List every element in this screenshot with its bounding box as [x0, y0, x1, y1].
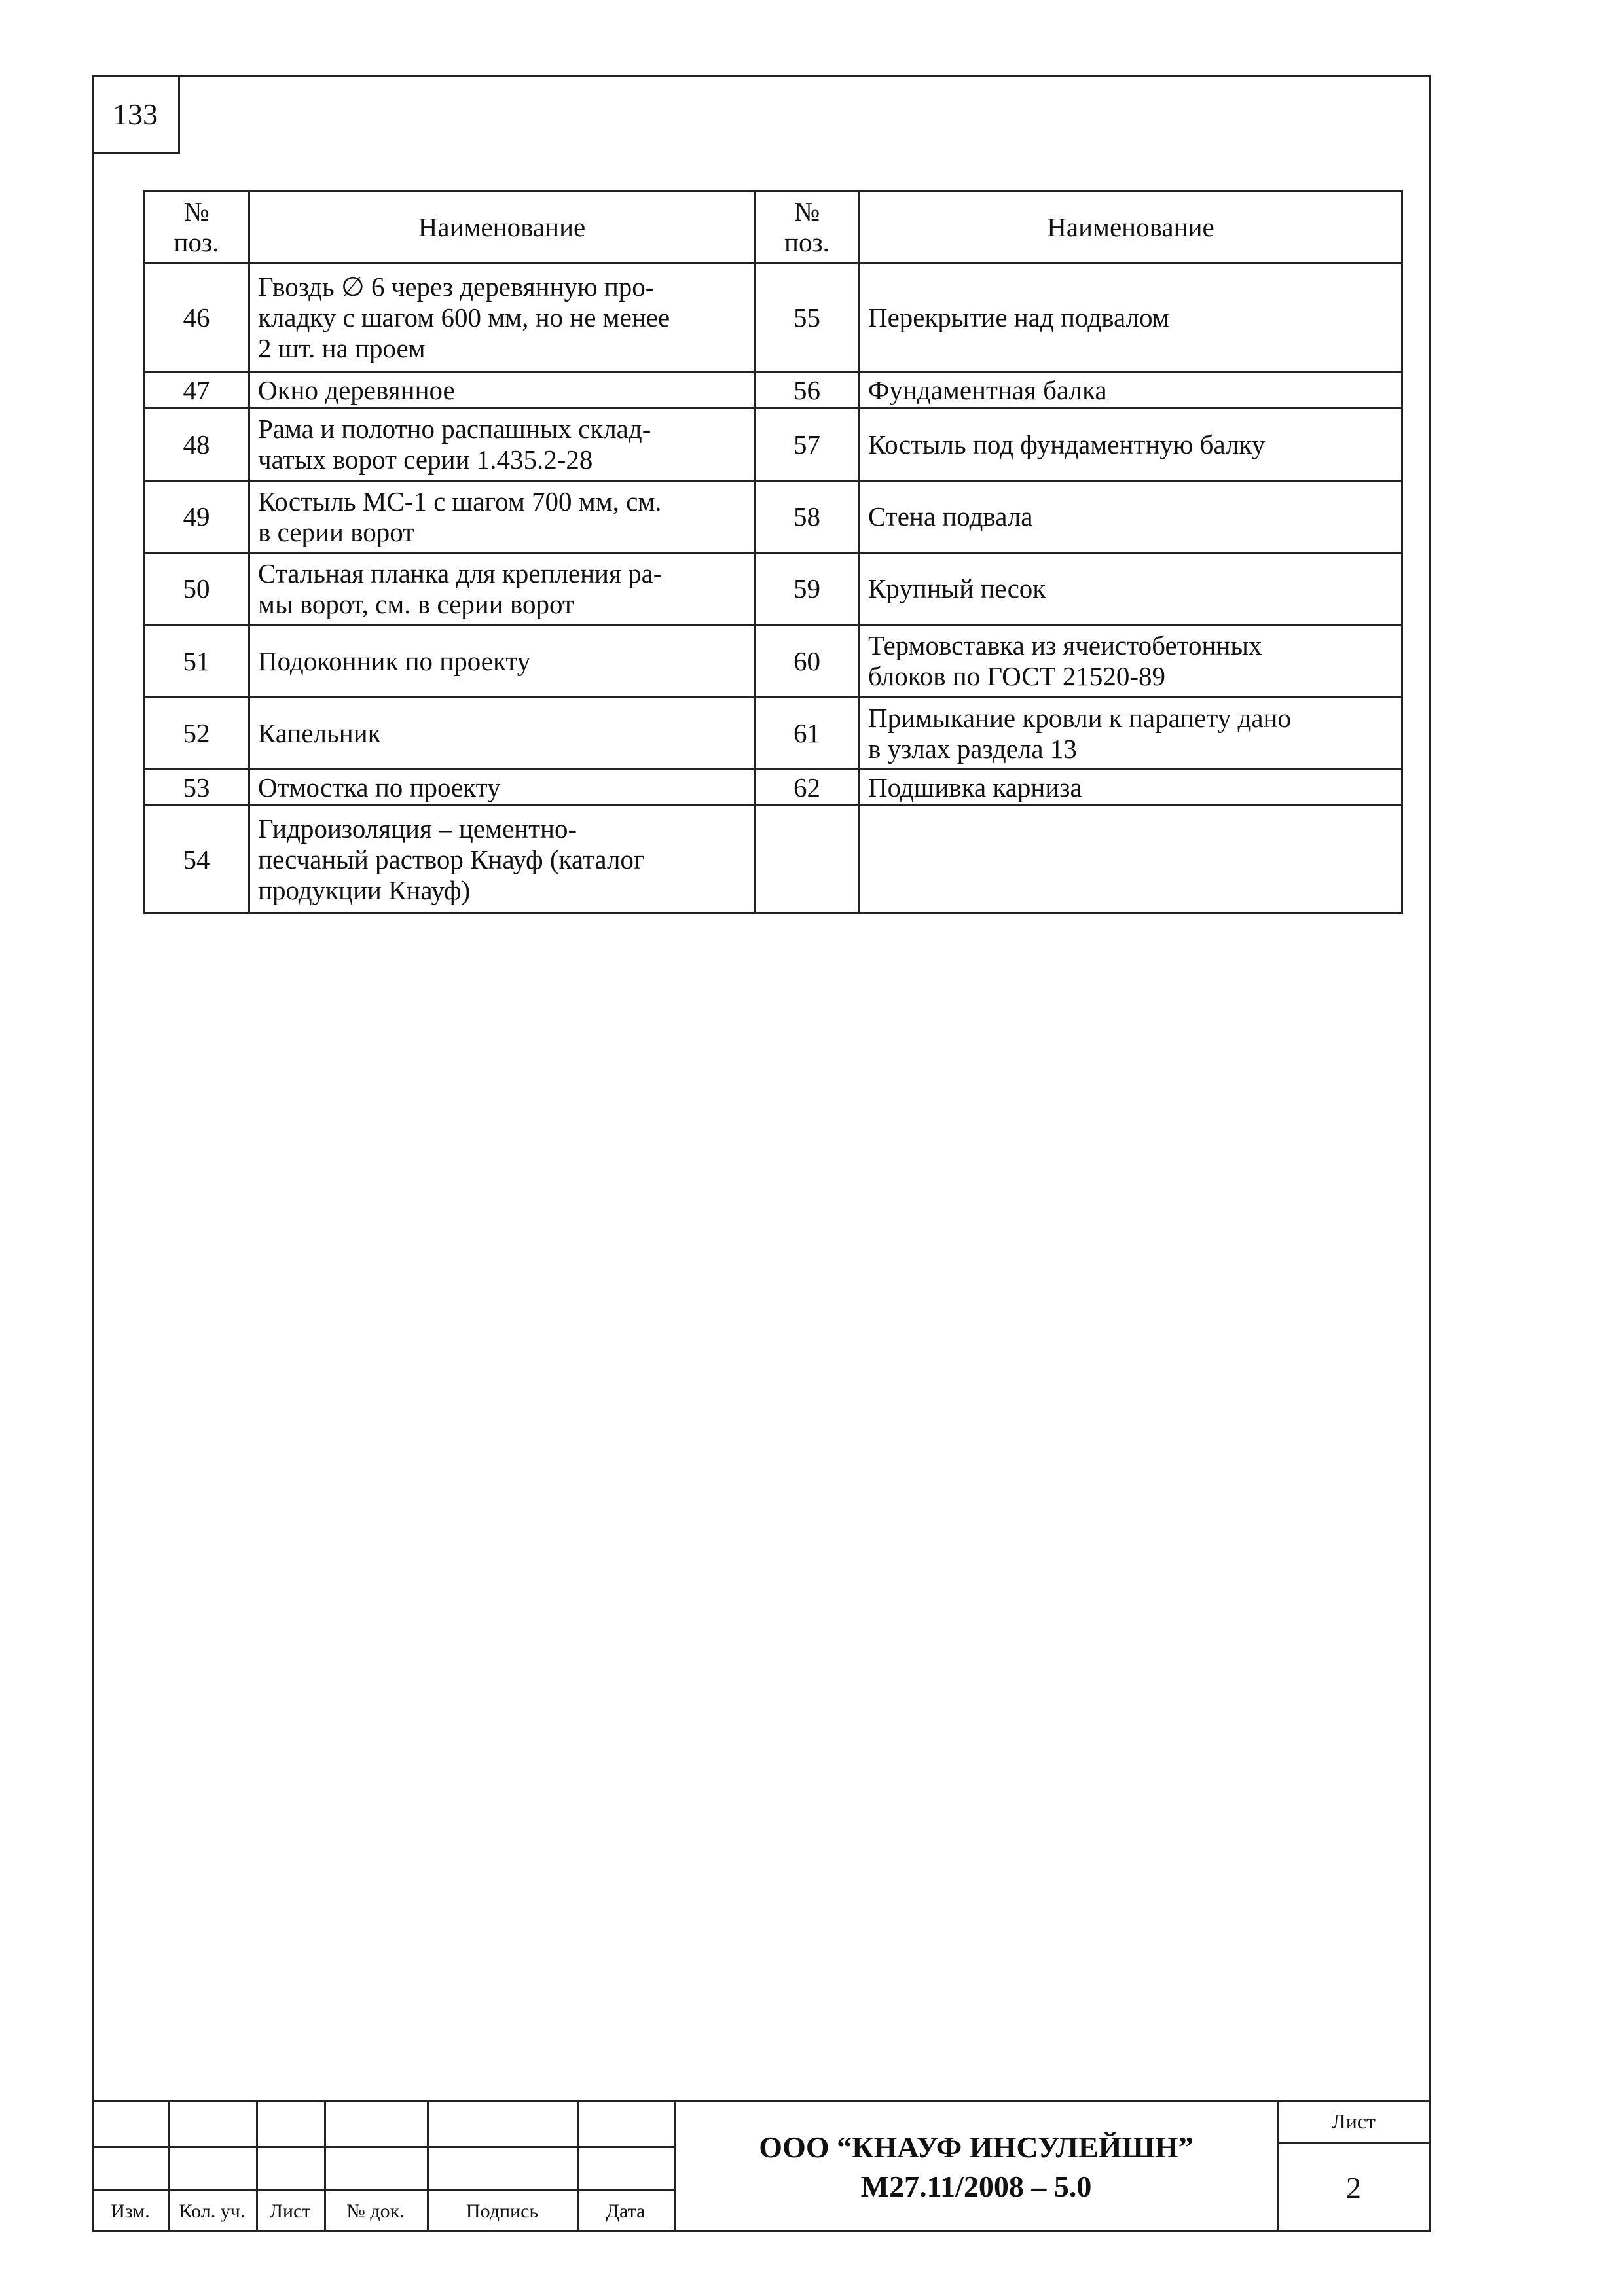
header-pos-abbr: поз.: [173, 227, 219, 257]
position-number-left: 50: [144, 553, 249, 625]
text-line: Костыль под фундаментную балку: [868, 429, 1266, 459]
position-number-right: 59: [755, 553, 860, 625]
col-label-izm: Изм.: [111, 2200, 150, 2222]
position-number-left: 54: [144, 806, 249, 914]
col-label-kol-uch: Кол. уч.: [179, 2200, 246, 2222]
item-name-left: [249, 553, 755, 625]
table-row: [144, 553, 1402, 625]
position-number-right: 55: [755, 264, 860, 372]
item-name-right: [860, 625, 1402, 698]
item-name-left: [249, 625, 755, 698]
col-label-signature: Подпись: [465, 2200, 539, 2222]
sheet-number: 2: [1346, 2171, 1361, 2204]
position-number-left: 53: [144, 770, 249, 806]
text-line: Фундаментная балка: [868, 374, 1107, 405]
revision-grid: [92, 2102, 674, 2232]
text-line: Гидроизоляция – цементно-: [258, 813, 577, 844]
text-line: Капельник: [258, 718, 381, 748]
table-row: [144, 625, 1402, 698]
table-row: [144, 481, 1402, 553]
item-name-right: [860, 481, 1402, 553]
table-row: [144, 408, 1402, 481]
text-line: кладку с шагом 600 мм, но не менее: [258, 302, 670, 332]
text-line: продукции Кнауф): [258, 874, 471, 905]
sheet-box: [1279, 2102, 1429, 2232]
text-line: песчаный раствор Кнауф (каталог: [258, 844, 645, 874]
text-line: Костыль МС-1 с шагом 700 мм, см.: [258, 486, 662, 516]
text-line: Окно деревянное: [258, 374, 455, 405]
table-row: [144, 806, 1402, 914]
text-line: блоков по ГОСТ 21520-89: [868, 661, 1166, 691]
item-name-right: [860, 372, 1402, 408]
sheet-label: Лист: [1279, 2102, 1429, 2144]
col-label-date: Дата: [606, 2200, 646, 2222]
item-name-left: [249, 770, 755, 806]
item-name-right: [860, 806, 1402, 914]
company-block: [674, 2102, 1279, 2232]
header-num-left: [144, 191, 249, 264]
header-name-right: Наименование: [860, 191, 1402, 264]
header-num-sign: №: [183, 196, 210, 226]
text-line: в узлах раздела 13: [868, 733, 1077, 764]
position-number-right: 58: [755, 481, 860, 553]
item-name-left: [249, 408, 755, 481]
header-pos-abbr: поз.: [784, 227, 830, 257]
position-number-right: 57: [755, 408, 860, 481]
position-number-right: [755, 806, 860, 914]
table-row: [144, 264, 1402, 372]
text-line: 2 шт. на проем: [258, 333, 426, 363]
text-line: Стальная планка для крепления ра-: [258, 558, 663, 588]
title-block: [92, 2100, 1431, 2232]
item-name-left: [249, 481, 755, 553]
table-row: [144, 698, 1402, 770]
position-number-left: 52: [144, 698, 249, 770]
position-number-right: 62: [755, 770, 860, 806]
header-name-left: Наименование: [249, 191, 755, 264]
position-number-right: 60: [755, 625, 860, 698]
page-number: 133: [92, 75, 180, 154]
col-label-list: Лист: [269, 2200, 311, 2222]
text-line: Термовставка из ячеистобетонных: [868, 630, 1262, 660]
text-line: Примыкание кровли к парапету дано: [868, 702, 1291, 733]
item-name-right: [860, 553, 1402, 625]
item-name-left: [249, 698, 755, 770]
header-num-right: [755, 191, 860, 264]
text-line: Гвоздь ∅ 6 через деревянную про-: [258, 272, 655, 302]
item-name-right: [860, 408, 1402, 481]
table-header-row: [144, 191, 1402, 264]
col-label-doc-num: № док.: [346, 2200, 405, 2222]
position-number-left: 46: [144, 264, 249, 372]
item-name-left: [249, 806, 755, 914]
text-line: Крупный песок: [868, 573, 1046, 603]
table-row: [144, 770, 1402, 806]
text-line: в серии ворот: [258, 516, 415, 547]
text-line: мы ворот, см. в серии ворот: [258, 588, 574, 619]
item-name-right: [860, 770, 1402, 806]
text-line: Стена подвала: [868, 501, 1033, 531]
text-line: Отмостка по проекту: [258, 772, 501, 802]
table-body: [144, 264, 1402, 914]
specification-table: [143, 190, 1403, 914]
position-number-left: 49: [144, 481, 249, 553]
item-name-right: [860, 264, 1402, 372]
table-row: [144, 372, 1402, 408]
item-name-left: [249, 264, 755, 372]
text-line: чатых ворот серии 1.435.2-28: [258, 444, 593, 475]
text-line: Рама и полотно распашных склад-: [258, 414, 651, 444]
grid-line: [92, 2146, 674, 2148]
item-name-right: [860, 698, 1402, 770]
text-line: Подоконник по проекту: [258, 645, 531, 676]
position-number-right: 61: [755, 698, 860, 770]
position-number-right: 56: [755, 372, 860, 408]
text-line: Перекрытие над подвалом: [868, 302, 1169, 332]
position-number-left: 47: [144, 372, 249, 408]
document-code: М27.11/2008 – 5.0: [860, 2169, 1092, 2203]
item-name-left: [249, 372, 755, 408]
position-number-left: 51: [144, 625, 249, 698]
text-line: Подшивка карниза: [868, 772, 1082, 802]
header-num-sign: №: [793, 196, 820, 226]
company-name: ООО “КНАУФ ИНСУЛЕЙШН”: [759, 2130, 1194, 2164]
position-number-left: 48: [144, 408, 249, 481]
